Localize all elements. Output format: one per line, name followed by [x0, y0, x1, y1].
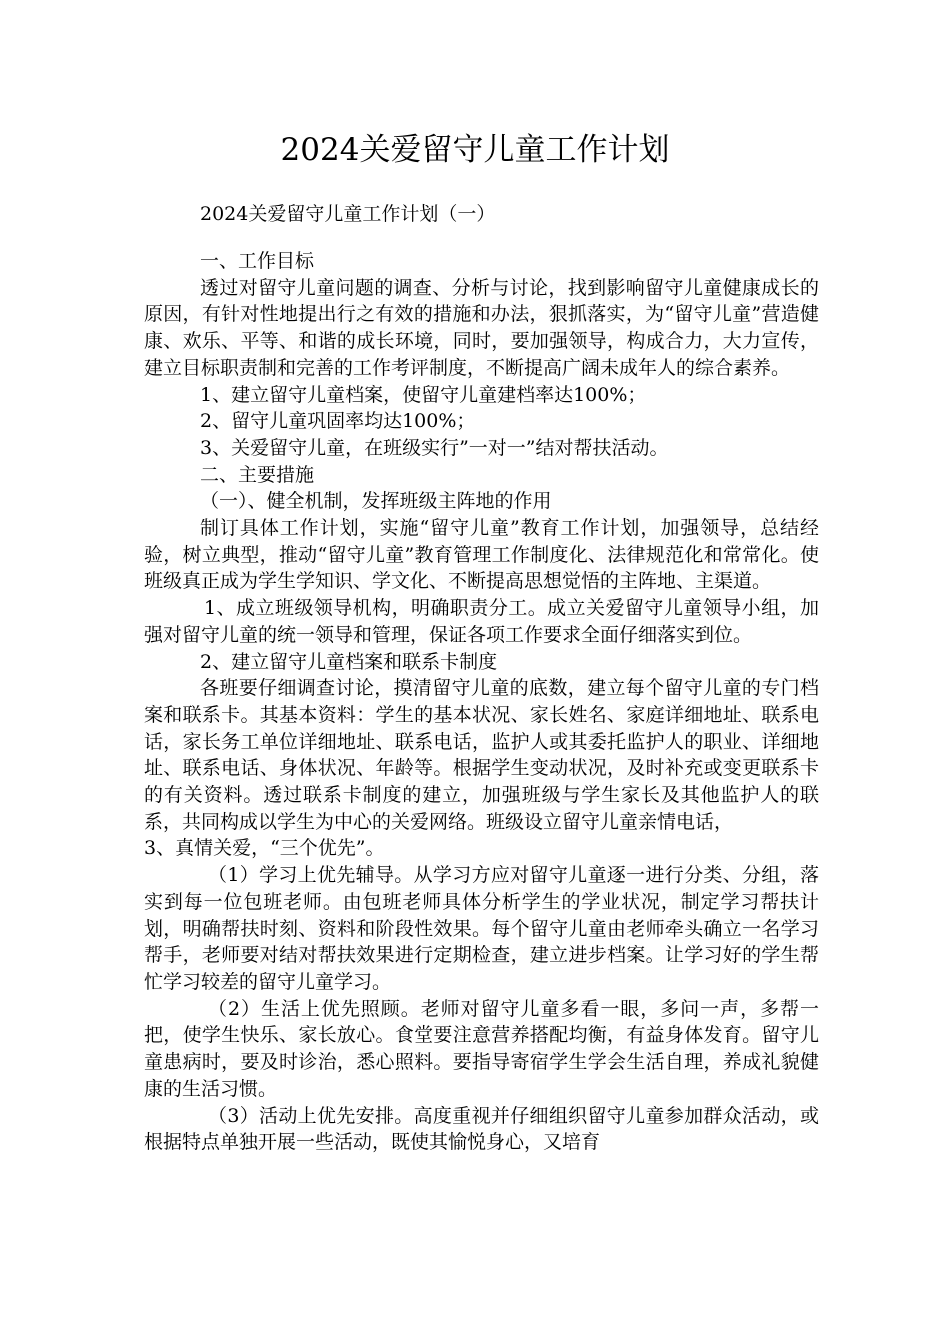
document-title: 2024关爱留守儿童工作计划 [280, 132, 670, 168]
subsection-heading-mechanism: （一）、健全机制，发挥班级主阵地的作用 [200, 490, 552, 513]
paragraph-life: （2）生活上优先照顾。老师对留守儿童多看一眼，多问一声，多帮一把，使学生快乐、家长放心。食堂要注意营养搭配均衡，有益身体发育。留守儿童患病时，要及时诊治，悉心照料。要指导寄宿学生学会生活自理，养成礼貌健康的生活习惯。 [144, 997, 819, 1100]
paragraph-mechanism: 制订具体工作计划，实施“留守儿童”教育工作计划，加强领导，总结经验，树立典型，推动“留守儿童”教育管理工作制度化、法律规范化和常常化。使班级真正成为学生学知识、学文化、不断提高思想觉悟的主阵地、主渠道。 [144, 517, 819, 593]
paragraph-goals: 透过对留守儿童问题的调查、分析与讨论，找到影响留守儿童健康成长的原因，有针对性地提出行之有效的措施和办法，狠抓落实，为“留守儿童”营造健康、欢乐、平等、和谐的成长环境，同时，要加强领导，构成合力，大力宣传，建立目标职责制和完善的工作考评制度，不断提高广阔未成年人的综合素养。 [144, 276, 819, 379]
document-subtitle: 2024关爱留守儿童工作计划（一） [200, 203, 496, 225]
goal-item-1: 1、建立留守儿童档案，使留守儿童建档率达100%； [200, 383, 647, 406]
paragraph-archive: 各班要仔细调查讨论，摸清留守儿童的底数，建立每个留守儿童的专门档案和联系卡。其基本资料：学生的基本状况、家长姓名、家庭详细地址、联系电话，家长务工单位详细地址、联系电话，监护人或其委托监护人的职业、详细地址、联系电话、身体状况、年龄等。根据学生变动状况，及时补充或变更联系卡的有关资料。透过联系卡制度的建立，加强班级与学生家长及其他监护人的联系，共同构成以学生为中心的关爱网络。班级设立留守儿童亲情电话， [144, 677, 819, 833]
paragraph-leadership: 1、成立班级领导机构，明确职责分工。成立关爱留守儿童领导小组，加强对留守儿童的统一领导和管理，保证各项工作要求全面仔细落实到位。 [144, 597, 819, 646]
paragraph-study: （1）学习上优先辅导。从学习方应对留守儿童逐一进行分类、分组，落实到每一位包班老师。由包班老师具体分析学生的学业状况，制定学习帮扶计划，明确帮扶时刻、资料和阶段性效果。每个留守儿童由老师牵头确立一名学习帮手，老师要对结对帮扶效果进行定期检查，建立进步档案。让学习好的学生帮忙学习较差的留守儿童学习。 [144, 864, 819, 993]
paragraph-care-heading: 3、真情关爱，“三个优先”。 [144, 837, 385, 860]
goal-item-2: 2、留守儿童巩固率均达100%； [200, 410, 476, 433]
section-heading-goals: 一、工作目标 [200, 250, 315, 272]
document-body [144, 248, 819, 1156]
section-heading-measures: 二、主要措施 [200, 463, 315, 486]
paragraph-archive-heading: 2、建立留守儿童档案和联系卡制度 [200, 650, 498, 673]
paragraph-activities: （3）活动上优先安排。高度重视并仔细组织留守儿童参加群众活动，或根据特点单独开展一些活动，既使其愉悦身心，又培育 [144, 1104, 819, 1154]
goal-item-3: 3、关爱留守儿童，在班级实行”一对一”结对帮扶活动。 [200, 436, 669, 459]
